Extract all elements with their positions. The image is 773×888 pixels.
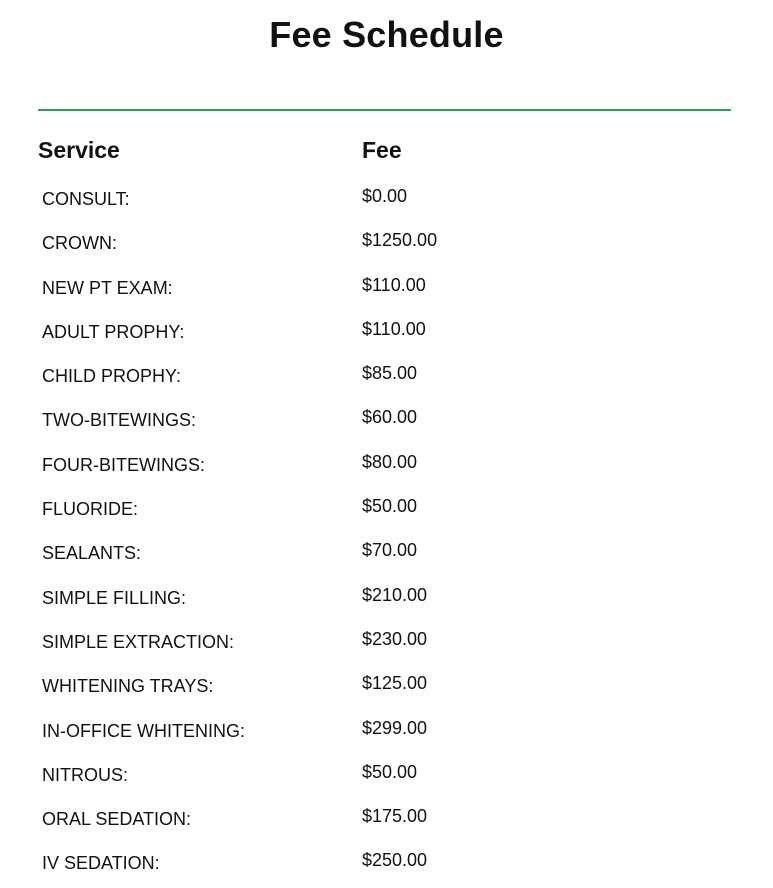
service-name: CROWN: bbox=[42, 233, 117, 254]
service-name: SEALANTS: bbox=[42, 543, 142, 564]
service-name: NEW PT EXAM: bbox=[42, 277, 173, 298]
service-fee: $110.00 bbox=[362, 318, 426, 339]
service-name: NITROUS: bbox=[42, 764, 129, 785]
table-row bbox=[0, 487, 773, 531]
service-fee: $250.00 bbox=[362, 850, 428, 871]
table-row bbox=[0, 398, 773, 442]
table-row bbox=[0, 354, 773, 398]
service-fee: $70.00 bbox=[362, 540, 418, 561]
service-fee: $230.00 bbox=[362, 628, 428, 649]
service-fee: $60.00 bbox=[362, 407, 418, 428]
fee-column-header: Fee bbox=[362, 137, 402, 163]
table-row bbox=[0, 310, 773, 354]
table-row bbox=[0, 576, 773, 620]
service-name: SIMPLE EXTRACTION: bbox=[42, 631, 235, 652]
table-row bbox=[0, 443, 773, 487]
service-name: CHILD PROPHY: bbox=[42, 366, 182, 387]
service-name: ORAL SEDATION: bbox=[42, 809, 192, 830]
service-name: IV SEDATION: bbox=[42, 853, 160, 874]
service-fee: $125.00 bbox=[362, 673, 428, 694]
table-row bbox=[0, 177, 773, 221]
table-row bbox=[0, 753, 773, 797]
title-divider bbox=[38, 109, 731, 111]
page-title: Fee Schedule bbox=[269, 14, 504, 55]
service-name: FOUR-BITEWINGS: bbox=[42, 454, 205, 475]
service-name: TWO-BITEWINGS: bbox=[42, 410, 196, 431]
service-name: WHITENING TRAYS: bbox=[42, 676, 214, 697]
service-fee: $299.00 bbox=[362, 717, 428, 738]
service-name: ADULT PROPHY: bbox=[42, 321, 185, 342]
service-column-header: Service bbox=[38, 137, 120, 163]
table-row bbox=[0, 709, 773, 753]
table-row bbox=[0, 620, 773, 664]
service-fee: $110.00 bbox=[362, 274, 426, 295]
service-fee: $175.00 bbox=[362, 806, 428, 827]
service-name: IN-OFFICE WHITENING: bbox=[42, 720, 245, 741]
service-fee: $210.00 bbox=[362, 584, 428, 605]
service-name: CONSULT: bbox=[42, 189, 130, 209]
service-fee: $50.00 bbox=[362, 761, 418, 782]
table-row bbox=[0, 841, 773, 885]
service-fee: $50.00 bbox=[362, 496, 418, 517]
service-fee: $85.00 bbox=[362, 363, 418, 384]
service-fee: $0.00 bbox=[362, 186, 408, 206]
fee-table bbox=[0, 177, 773, 886]
table-row bbox=[0, 221, 773, 265]
service-fee: $1250.00 bbox=[362, 230, 438, 251]
table-row bbox=[0, 664, 773, 708]
table-row bbox=[0, 266, 773, 310]
service-fee: $80.00 bbox=[362, 451, 418, 472]
table-row bbox=[0, 531, 773, 575]
table-row bbox=[0, 797, 773, 841]
service-name: FLUORIDE: bbox=[42, 499, 139, 520]
service-name: SIMPLE FILLING: bbox=[42, 587, 187, 608]
